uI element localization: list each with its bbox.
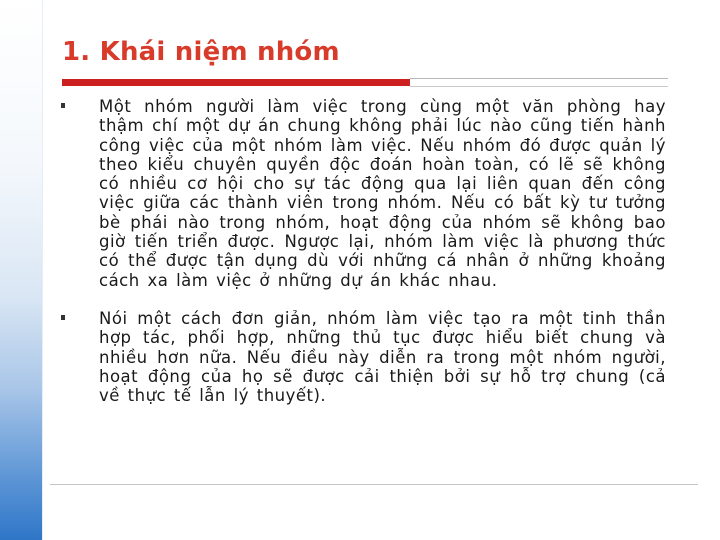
title-accent-bar [62,79,410,86]
bullet-list [58,97,666,424]
bullet-item [58,97,666,290]
bullet-text: Nói một cách đơn giản, nhóm làm việc tạo ra một tinh thần hợp tác, phối hợp, những thủ tục được hiểu biết chung và nhiều hơn nữa. Nếu điều này diễn ra trong một nhóm người, hoạt động của họ sẽ được cải thiện bởi sự hỗ trợ chung (cả về thực tế lẫn lý thuyết). [99,308,666,406]
bullet-text: Một nhóm người làm việc trong cùng một văn phòng hay thậm chí một dự án chung không phải lúc nào cũng tiến hành công việc của một nhóm làm việc. Nếu nhóm đó được quản lý theo kiểu chuyên quyền độc đoán hoàn toàn, có lẽ sẽ không có nhiều cơ hội cho sự tác động qua lại liên quan đến công việc giữa các thành viên trong nhóm. Nếu có bất kỳ tư tưởng bè phái nào trong nhóm, hoạt động của nhóm sẽ không bao giờ tiến triển được. Ngược lại, nhóm làm việc là phương thức có thể được tận dụng dù với những cá nhân ở những khoảng cách xa làm việc ở những dự án khác nhau. [99,97,666,290]
title-rule-bottom [410,86,668,87]
slide-title: 1. Khái niệm nhóm [62,37,340,67]
footer-rule [50,484,698,485]
left-gradient-band [0,0,42,540]
square-bullet-icon [61,103,65,108]
bullet-item [58,309,666,405]
left-band-edge [42,0,43,540]
square-bullet-icon [61,315,65,320]
title-rule-top [410,78,668,79]
